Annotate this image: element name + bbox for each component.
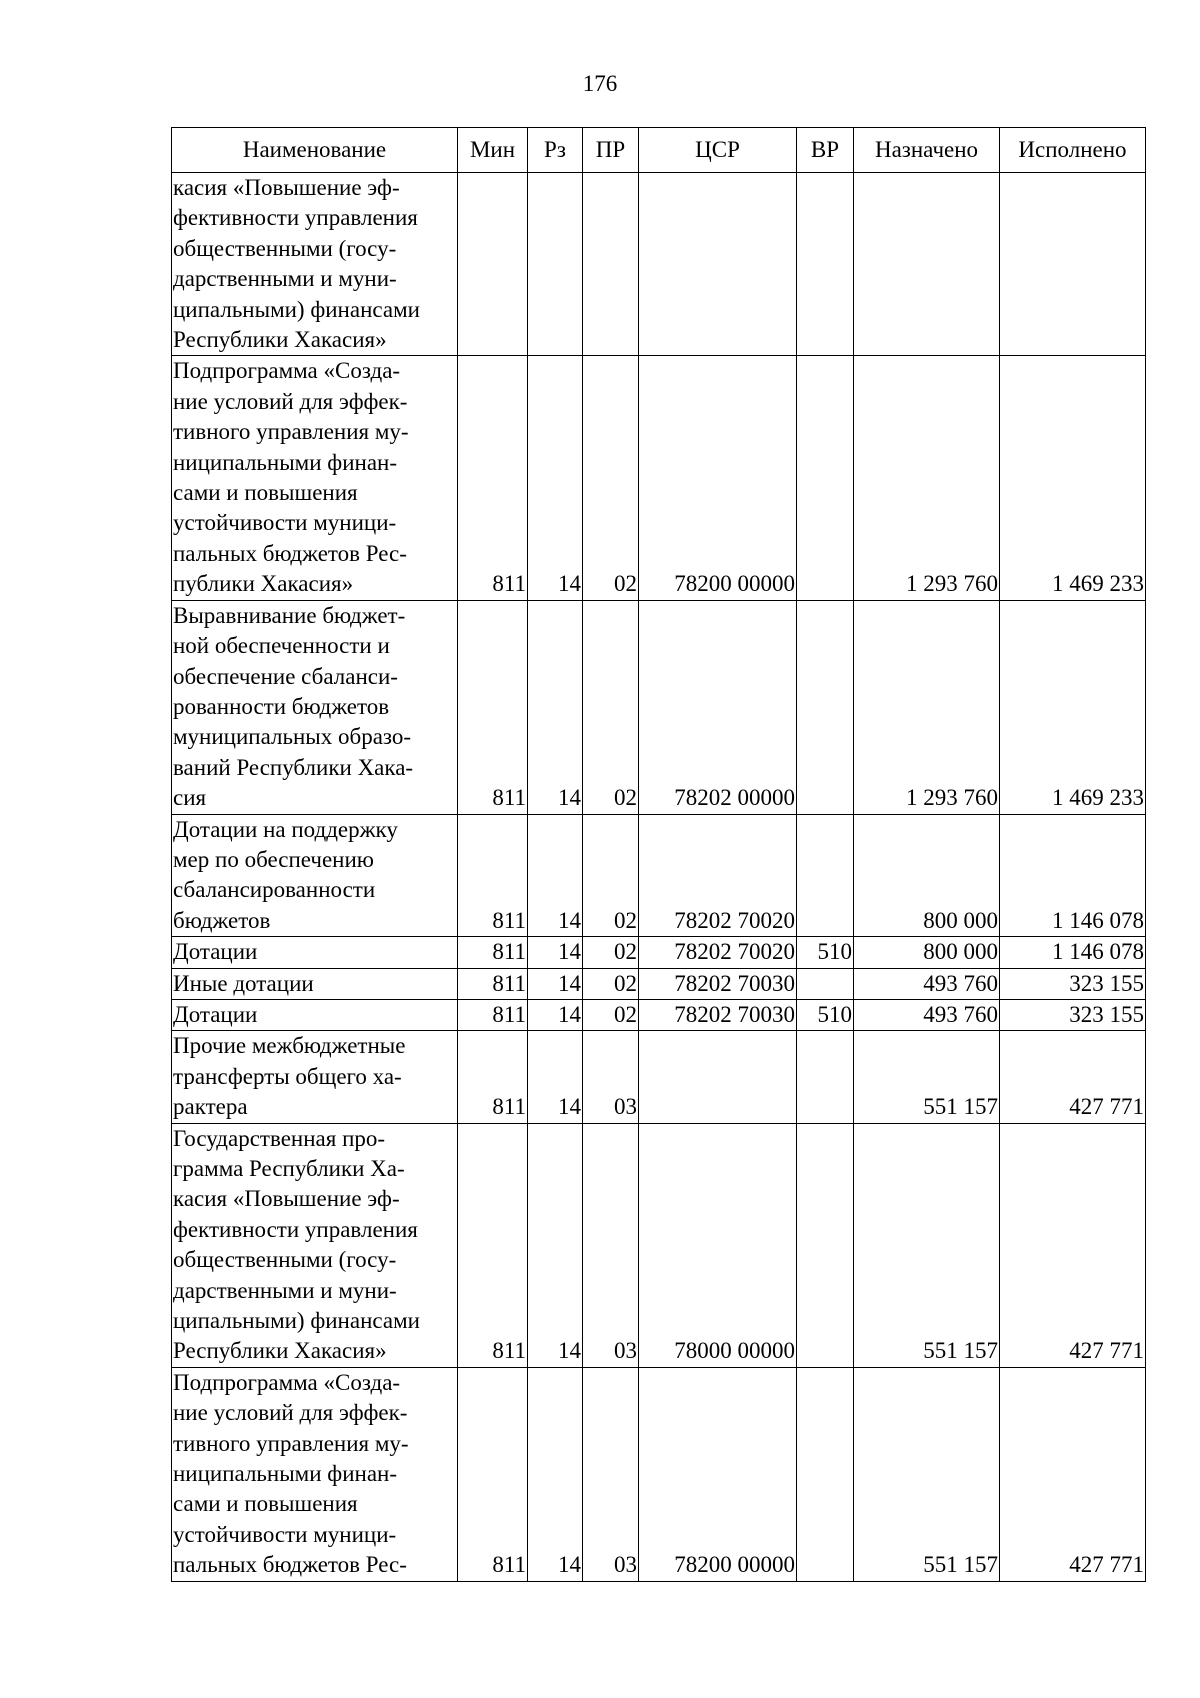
header-assigned: Назначено xyxy=(854,128,1000,173)
cell-executed: 427 771 xyxy=(1000,1123,1146,1367)
cell-vr xyxy=(797,1123,854,1367)
header-name: Наименование xyxy=(172,128,458,173)
cell-rz xyxy=(528,173,583,356)
cell-name-line: общественными (госу- xyxy=(173,235,397,261)
cell-min: 811 xyxy=(458,1123,528,1367)
cell-pr: 02 xyxy=(583,999,639,1030)
cell-name-line: ниципальными финан- xyxy=(173,1461,397,1487)
cell-csr xyxy=(639,173,797,356)
cell-min: 811 xyxy=(458,1031,528,1123)
cell-name-line: Прочие межбюджетные xyxy=(173,1033,406,1059)
cell-name-line: пальных бюджетов Рес- xyxy=(173,540,407,566)
cell-rz: 14 xyxy=(528,968,583,999)
cell-csr: 78000 00000 xyxy=(639,1123,797,1367)
cell-name-line: публики Хакасия» xyxy=(173,571,354,597)
cell-name xyxy=(172,814,458,937)
cell-min: 811 xyxy=(458,999,528,1030)
cell-csr: 78202 70020 xyxy=(639,814,797,937)
table-row xyxy=(172,937,1146,968)
cell-name xyxy=(172,356,458,600)
cell-name-line: трансферты общего ха- xyxy=(173,1063,402,1089)
cell-name xyxy=(172,600,458,814)
header-rz: Рз xyxy=(528,128,583,173)
cell-name-line: Республики Хакасия» xyxy=(173,1338,387,1364)
cell-pr: 02 xyxy=(583,937,639,968)
cell-name-line: устойчивости муници- xyxy=(173,510,397,536)
table-row xyxy=(172,968,1146,999)
cell-vr xyxy=(797,173,854,356)
cell-min xyxy=(458,173,528,356)
header-vr: ВР xyxy=(797,128,854,173)
cell-name-line: касия «Повышение эф- xyxy=(173,175,400,200)
cell-executed: 1 146 078 xyxy=(1000,937,1146,968)
table-row xyxy=(172,173,1146,356)
cell-rz: 14 xyxy=(528,937,583,968)
cell-min: 811 xyxy=(458,968,528,999)
cell-name xyxy=(172,1367,458,1581)
cell-name xyxy=(172,937,458,968)
cell-vr xyxy=(797,968,854,999)
cell-assigned: 551 157 xyxy=(854,1367,1000,1581)
cell-name-line: фективности управления xyxy=(173,1216,418,1242)
cell-name-line: рованности бюджетов xyxy=(173,693,390,719)
cell-assigned: 551 157 xyxy=(854,1031,1000,1123)
cell-csr: 78202 70030 xyxy=(639,999,797,1030)
cell-min: 811 xyxy=(458,1367,528,1581)
cell-assigned xyxy=(854,173,1000,356)
cell-csr: 78202 00000 xyxy=(639,600,797,814)
cell-name-line: ципальными) финансами xyxy=(173,1308,420,1334)
cell-vr xyxy=(797,814,854,937)
cell-pr: 02 xyxy=(583,814,639,937)
cell-name-line: ваний Республики Хака- xyxy=(173,754,414,780)
cell-name-line: ние условий для эффек- xyxy=(173,1400,408,1426)
cell-vr: 510 xyxy=(797,999,854,1030)
cell-name-line: ной обеспеченности и xyxy=(173,633,390,659)
cell-pr: 03 xyxy=(583,1031,639,1123)
cell-name-line: сбалансированности xyxy=(173,877,376,903)
cell-name-line: Дотации xyxy=(173,1001,258,1027)
cell-name xyxy=(172,1031,458,1123)
cell-name xyxy=(172,999,458,1030)
cell-name-line: сия xyxy=(173,785,207,811)
cell-name-line: устойчивости муници- xyxy=(173,1521,397,1547)
header-executed: Исполнено xyxy=(1000,128,1146,173)
cell-assigned: 493 760 xyxy=(854,999,1000,1030)
cell-rz: 14 xyxy=(528,814,583,937)
cell-name-line: ние условий для эффек- xyxy=(173,388,408,414)
cell-pr: 02 xyxy=(583,968,639,999)
cell-name-line: сами и повышения xyxy=(173,1491,358,1517)
cell-name-line: рактера xyxy=(173,1094,248,1120)
header-csr: ЦСР xyxy=(639,128,797,173)
table-row xyxy=(172,999,1146,1030)
cell-assigned: 1 293 760 xyxy=(854,356,1000,600)
cell-name-line: грамма Республики Ха- xyxy=(173,1156,405,1181)
cell-name-line: Выравнивание бюджет- xyxy=(173,602,406,628)
cell-pr: 02 xyxy=(583,356,639,600)
cell-name-line: ципальными) финансами xyxy=(173,296,420,322)
cell-assigned: 493 760 xyxy=(854,968,1000,999)
cell-pr: 03 xyxy=(583,1367,639,1581)
cell-assigned: 551 157 xyxy=(854,1123,1000,1367)
table-row xyxy=(172,1031,1146,1123)
cell-rz: 14 xyxy=(528,1367,583,1581)
cell-name-line: Подпрограмма «Созда- xyxy=(173,358,401,384)
cell-name-line: дарственными и муни- xyxy=(173,1277,397,1303)
table-body xyxy=(172,173,1146,1582)
cell-min: 811 xyxy=(458,814,528,937)
table-row xyxy=(172,814,1146,937)
cell-executed: 1 146 078 xyxy=(1000,814,1146,937)
cell-name-line: Республики Хакасия» xyxy=(173,327,387,353)
cell-name-line: обеспечение сбаланси- xyxy=(173,663,398,689)
budget-table xyxy=(171,127,1146,1582)
cell-csr xyxy=(639,1031,797,1123)
cell-name-line: Государственная про- xyxy=(173,1125,386,1151)
cell-rz: 14 xyxy=(528,356,583,600)
table-row xyxy=(172,356,1146,600)
cell-executed: 427 771 xyxy=(1000,1367,1146,1581)
cell-pr xyxy=(583,173,639,356)
cell-executed: 1 469 233 xyxy=(1000,600,1146,814)
cell-name-line: дарственными и муни- xyxy=(173,266,397,292)
cell-assigned: 800 000 xyxy=(854,814,1000,937)
cell-csr: 78200 00000 xyxy=(639,356,797,600)
cell-name-line: Дотации на поддержку xyxy=(173,816,398,842)
cell-vr xyxy=(797,600,854,814)
cell-name xyxy=(172,1123,458,1367)
table-row xyxy=(172,600,1146,814)
cell-name xyxy=(172,968,458,999)
cell-assigned: 800 000 xyxy=(854,937,1000,968)
cell-name-line: пальных бюджетов Рес- xyxy=(173,1552,407,1578)
cell-min: 811 xyxy=(458,937,528,968)
cell-name-line: сами и повышения xyxy=(173,480,358,506)
cell-min: 811 xyxy=(458,600,528,814)
cell-vr xyxy=(797,1031,854,1123)
cell-executed: 1 469 233 xyxy=(1000,356,1146,600)
header-pr: ПР xyxy=(583,128,639,173)
cell-name-line: касия «Повышение эф- xyxy=(173,1186,400,1212)
cell-pr: 03 xyxy=(583,1123,639,1367)
table-row xyxy=(172,1123,1146,1367)
table-row xyxy=(172,1367,1146,1581)
cell-csr: 78200 00000 xyxy=(639,1367,797,1581)
cell-rz: 14 xyxy=(528,600,583,814)
cell-name-line: фективности управления xyxy=(173,205,418,231)
cell-executed xyxy=(1000,173,1146,356)
header-min: Мин xyxy=(458,128,528,173)
cell-name-line: ниципальными финан- xyxy=(173,449,397,475)
cell-name-line: бюджетов xyxy=(173,907,271,933)
cell-name-line: Подпрограмма «Созда- xyxy=(173,1369,401,1395)
cell-pr: 02 xyxy=(583,600,639,814)
cell-executed: 323 155 xyxy=(1000,999,1146,1030)
cell-csr: 78202 70020 xyxy=(639,937,797,968)
cell-name xyxy=(172,173,458,356)
cell-executed: 323 155 xyxy=(1000,968,1146,999)
cell-vr xyxy=(797,356,854,600)
cell-name-line: Иные дотации xyxy=(173,970,314,996)
cell-rz: 14 xyxy=(528,1123,583,1367)
cell-rz: 14 xyxy=(528,999,583,1030)
cell-rz: 14 xyxy=(528,1031,583,1123)
cell-executed: 427 771 xyxy=(1000,1031,1146,1123)
cell-vr: 510 xyxy=(797,937,854,968)
cell-vr xyxy=(797,1367,854,1581)
cell-name-line: Дотации xyxy=(173,939,258,965)
cell-csr: 78202 70030 xyxy=(639,968,797,999)
cell-name-line: муниципальных образо- xyxy=(173,724,412,750)
cell-assigned: 1 293 760 xyxy=(854,600,1000,814)
cell-name-line: общественными (госу- xyxy=(173,1247,397,1273)
page-number: 176 xyxy=(582,71,618,96)
table-header-row xyxy=(172,128,1146,173)
cell-min: 811 xyxy=(458,356,528,600)
cell-name-line: мер по обеспечению xyxy=(173,846,374,872)
cell-name-line: тивного управления му- xyxy=(173,419,409,445)
cell-name-line: тивного управления му- xyxy=(173,1430,409,1456)
